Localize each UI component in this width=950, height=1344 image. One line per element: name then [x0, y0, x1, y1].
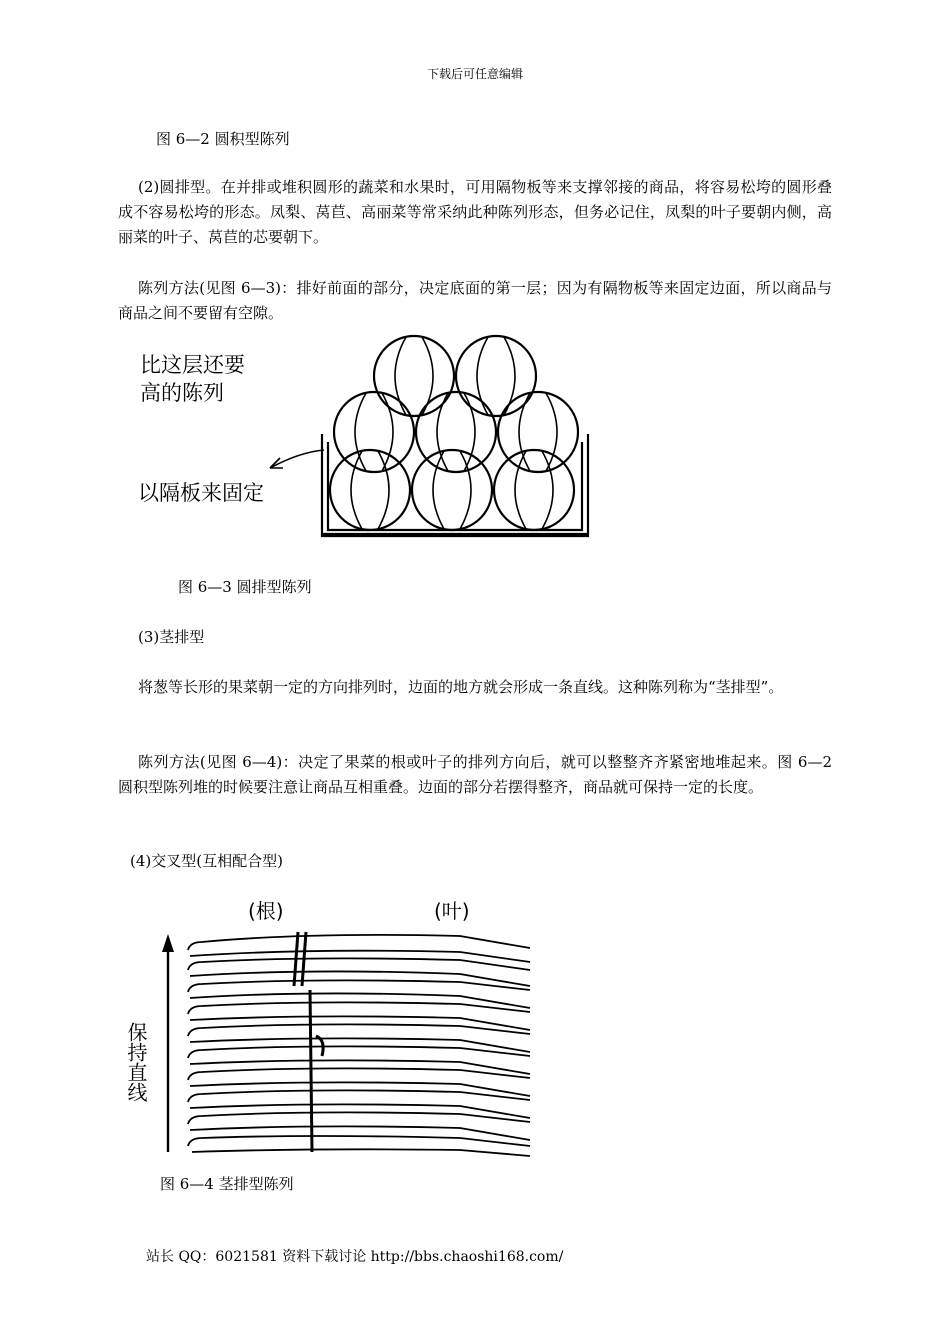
figure-6-3: [130, 330, 600, 550]
paragraph-round-method: 陈列方法(见图 6—3)：排好前面的部分，决定底面的第一层；因为有隔物板等来固定边面，所以商品与商品之间不要留有空隙。: [118, 279, 832, 322]
heading-stem-type: (3)茎排型: [138, 628, 205, 646]
heading-cross-type: (4)交叉型(互相配合型): [130, 852, 283, 870]
figure-6-4-label-side: 保持直线: [124, 1022, 148, 1102]
figure-6-3-label-bottom: 以隔板来固定: [138, 481, 264, 505]
figure-6-4-label-root: (根): [248, 899, 284, 923]
figure-6-4-caption: 图 6—4 茎排型陈列: [160, 1175, 294, 1193]
figure-6-4-label-leaf: (叶): [434, 899, 470, 923]
figure-6-3-drawing: [130, 330, 600, 550]
page-footer: 站长 QQ：6021581 资料下载讨论 http://bbs.chaoshi168.com/: [146, 1249, 564, 1265]
paragraph-stem-method: 陈列方法(见图 6—4)：决定了果菜的根或叶子的排列方向后，就可以整整齐齐紧密地堆起来。图 6—2 圆积型陈列堆的时候要注意让商品互相重叠。边面的部分若摆得整齐，商品就可保持一定的长度。: [118, 753, 832, 796]
page-header: 下载后可任意编辑: [426, 67, 523, 81]
figure-6-4: [124, 890, 540, 1160]
figure-6-3-label-top-line1: 比这层还要: [140, 353, 245, 377]
figure-6-3-label-top-line2: 高的陈列: [140, 381, 224, 405]
figure-6-3-caption: 图 6—3 圆排型陈列: [178, 578, 312, 596]
paragraph-round-type: (2)圆排型。在并排或堆积圆形的蔬菜和水果时，可用隔物板等来支撑邻接的商品，将容易松垮的圆形叠成不容易松垮的形态。凤梨、莴苣、高丽菜等常采纳此种陈列形态，但务必记住，凤梨的叶子要朝内侧，高丽菜的叶子、莴苣的芯要朝下。: [118, 178, 832, 246]
figure-6-2-caption: 图 6—2 圆积型陈列: [156, 130, 290, 148]
paragraph-stem-description: 将葱等长形的果菜朝一定的方向排列时，边面的地方就会形成一条直线。这种陈列称为“茎排型”。: [138, 678, 784, 696]
figure-6-4-drawing: [124, 890, 540, 1160]
